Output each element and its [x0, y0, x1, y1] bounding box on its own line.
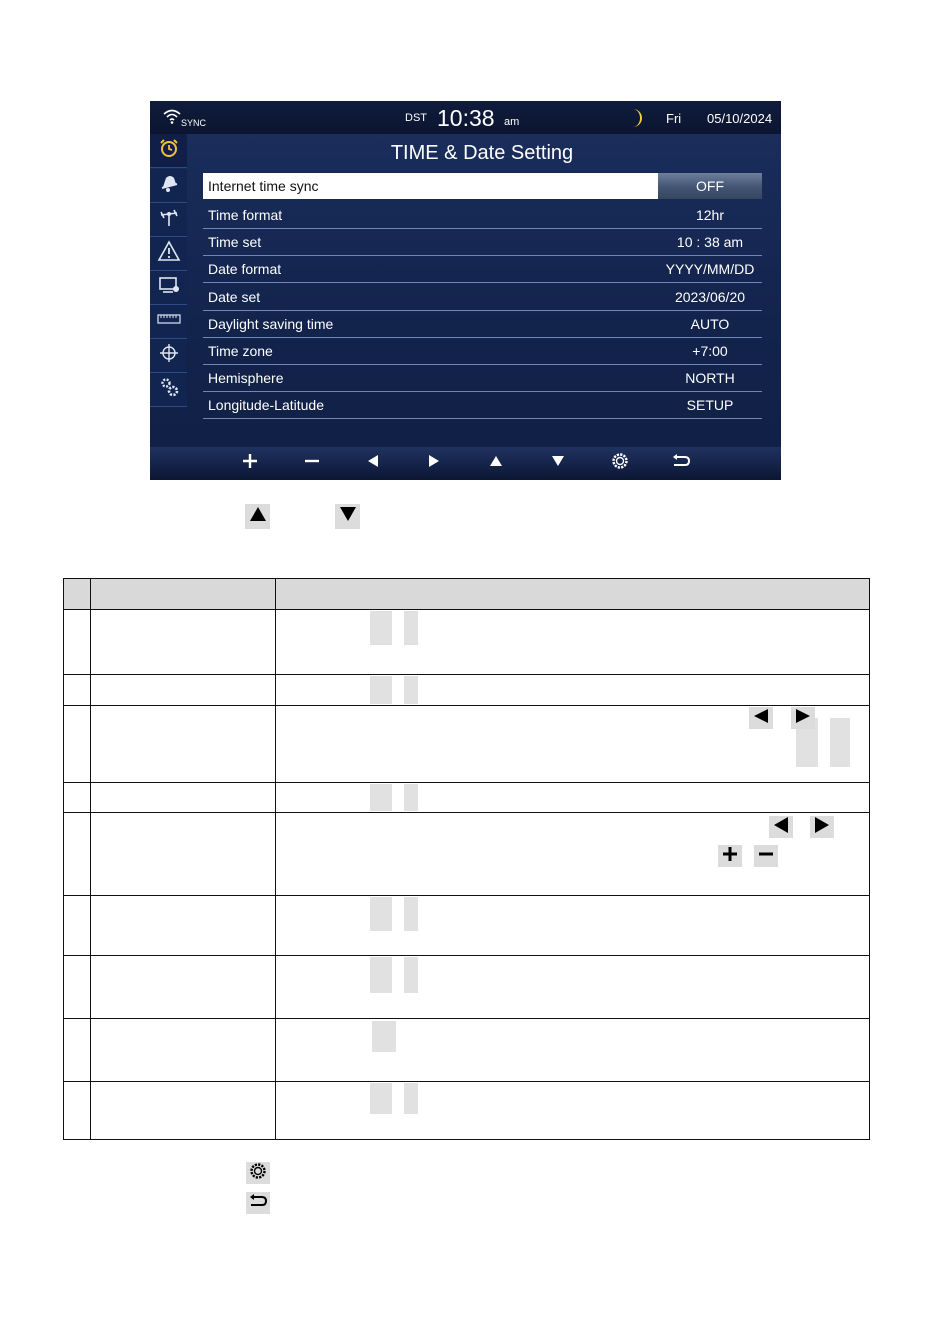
sidebar-item-warning[interactable]: [150, 237, 187, 271]
sidebar-item-weather[interactable]: [150, 203, 187, 237]
sidebar-item-ruler[interactable]: [150, 305, 187, 339]
up-arrow-icon: [489, 454, 503, 473]
setting-row-internet-time-sync[interactable]: [203, 173, 762, 199]
setting-label: Daylight saving time: [208, 316, 334, 332]
setting-label: Date format: [208, 261, 282, 277]
table-rule: [63, 1018, 870, 1019]
minus-button[interactable]: [294, 447, 330, 480]
setting-row-time-zone[interactable]: [203, 338, 762, 365]
setting-label: Longitude-Latitude: [208, 397, 324, 413]
settings-button-reference: [246, 1162, 270, 1184]
plus-button-reference: [718, 845, 742, 867]
crosshair-icon: [158, 342, 180, 369]
settings-icon: [249, 1162, 267, 1185]
back-button[interactable]: [663, 447, 699, 480]
right-button-reference: [810, 816, 834, 838]
setting-value[interactable]: +7:00: [692, 343, 728, 359]
alarm-clock-icon: [158, 137, 180, 164]
right-arrow-icon: [427, 454, 441, 473]
option-placeholder: [404, 1083, 418, 1114]
down-arrow-icon: [339, 506, 357, 527]
setting-value[interactable]: 10 : 38 am: [676, 234, 744, 250]
clock-ampm: am: [504, 116, 520, 128]
table-rule: [90, 578, 91, 1140]
right-button-reference: [791, 707, 815, 729]
left-arrow-icon: [773, 817, 789, 838]
setting-row-time-set[interactable]: [203, 229, 762, 256]
setting-value[interactable]: 2023/06/20: [674, 289, 746, 305]
plus-icon: [722, 846, 738, 867]
page-title: TIME & Date Setting: [390, 142, 574, 164]
table-rule: [63, 782, 870, 783]
back-button-reference: [246, 1192, 270, 1214]
sync-label: SYNC: [181, 118, 207, 128]
option-placeholder: [370, 897, 392, 931]
table-rule: [869, 578, 870, 1140]
setting-row-hemisphere[interactable]: [203, 365, 762, 392]
device-screen: [150, 101, 781, 480]
left-button-reference: [769, 816, 793, 838]
option-placeholder: [404, 784, 418, 811]
wifi-icon: [162, 108, 182, 129]
sidebar-item-alarm[interactable]: [150, 134, 187, 168]
bell-icon: [158, 172, 180, 199]
setting-value[interactable]: OFF: [658, 173, 762, 199]
sidebar: [150, 134, 187, 410]
setting-label: Date set: [208, 289, 261, 305]
table-rule: [63, 674, 870, 675]
right-button[interactable]: [416, 447, 452, 480]
status-date: 05/10/2024: [707, 111, 773, 126]
sidebar-item-bell[interactable]: [150, 169, 187, 203]
minus-icon: [758, 846, 774, 867]
down-button[interactable]: [540, 447, 576, 480]
table-rule: [63, 705, 870, 706]
dst-label: DST: [405, 112, 427, 124]
option-placeholder: [370, 784, 392, 811]
back-icon: [248, 1194, 268, 1213]
setting-row-daylight-saving[interactable]: [203, 311, 762, 338]
ruler-icon: [157, 312, 181, 331]
table-rule: [63, 578, 870, 579]
left-arrow-icon: [366, 454, 380, 473]
option-placeholder: [370, 1083, 392, 1114]
option-placeholder: [370, 676, 392, 704]
option-placeholder: [404, 611, 418, 645]
setting-label: Internet time sync: [208, 178, 319, 194]
minus-icon: [304, 453, 320, 474]
table-rule: [275, 578, 276, 1140]
right-arrow-icon: [814, 817, 830, 838]
setting-label: Time set: [208, 234, 262, 250]
up-arrow-icon: [249, 506, 267, 527]
option-placeholder: [404, 676, 418, 704]
left-arrow-icon: [753, 709, 769, 728]
table-rule: [63, 895, 870, 896]
option-placeholder: [370, 611, 392, 645]
gears-icon: [158, 376, 180, 403]
bottom-toolbar: [150, 447, 781, 480]
moon-icon: [629, 108, 643, 133]
left-button-reference: [749, 707, 773, 729]
plus-icon: [242, 453, 258, 474]
sidebar-item-settings[interactable]: [150, 373, 187, 407]
option-placeholder: [830, 718, 850, 767]
plus-button[interactable]: [232, 447, 268, 480]
table-rule: [63, 955, 870, 956]
setting-value[interactable]: AUTO: [690, 316, 730, 332]
sidebar-item-target[interactable]: [150, 339, 187, 373]
down-button-reference: [335, 504, 360, 529]
sidebar-item-display[interactable]: [150, 271, 187, 305]
option-placeholder: [404, 897, 418, 931]
option-placeholder: [372, 1021, 396, 1052]
option-placeholder: [404, 957, 418, 993]
table-header: [63, 578, 870, 609]
clock-time: 10:38: [437, 105, 495, 131]
right-arrow-icon: [795, 709, 811, 728]
setting-row-longitude-latitude[interactable]: [203, 392, 762, 419]
setting-value[interactable]: NORTH: [685, 370, 735, 386]
weekday: Fri: [666, 111, 682, 126]
setting-row-date-format[interactable]: [203, 256, 762, 283]
weather-vane-icon: [158, 206, 180, 233]
option-placeholder: [370, 957, 392, 993]
setting-label: Hemisphere: [208, 370, 284, 386]
setting-value[interactable]: 12hr: [695, 207, 725, 223]
down-arrow-icon: [551, 454, 565, 473]
table-rule: [63, 578, 64, 1140]
warning-icon: [157, 240, 181, 267]
display-settings-icon: [158, 275, 180, 300]
settings-button[interactable]: [602, 447, 638, 480]
setting-value[interactable]: SETUP: [686, 397, 734, 413]
setting-value[interactable]: YYYY/MM/DD: [665, 261, 755, 277]
up-button[interactable]: [478, 447, 514, 480]
back-icon: [671, 454, 691, 473]
status-bar: [150, 101, 781, 134]
setting-label: Time zone: [208, 343, 273, 359]
up-button-reference: [245, 504, 270, 529]
table-rule: [63, 1081, 870, 1082]
minus-button-reference: [754, 845, 778, 867]
settings-icon: [611, 452, 629, 475]
table-rule: [63, 609, 870, 610]
setting-row-time-format[interactable]: [203, 202, 762, 229]
setting-label: Time format: [208, 207, 283, 223]
setting-row-date-set[interactable]: [203, 284, 762, 311]
table-rule: [63, 812, 870, 813]
left-button[interactable]: [355, 447, 391, 480]
table-rule: [63, 1139, 870, 1140]
